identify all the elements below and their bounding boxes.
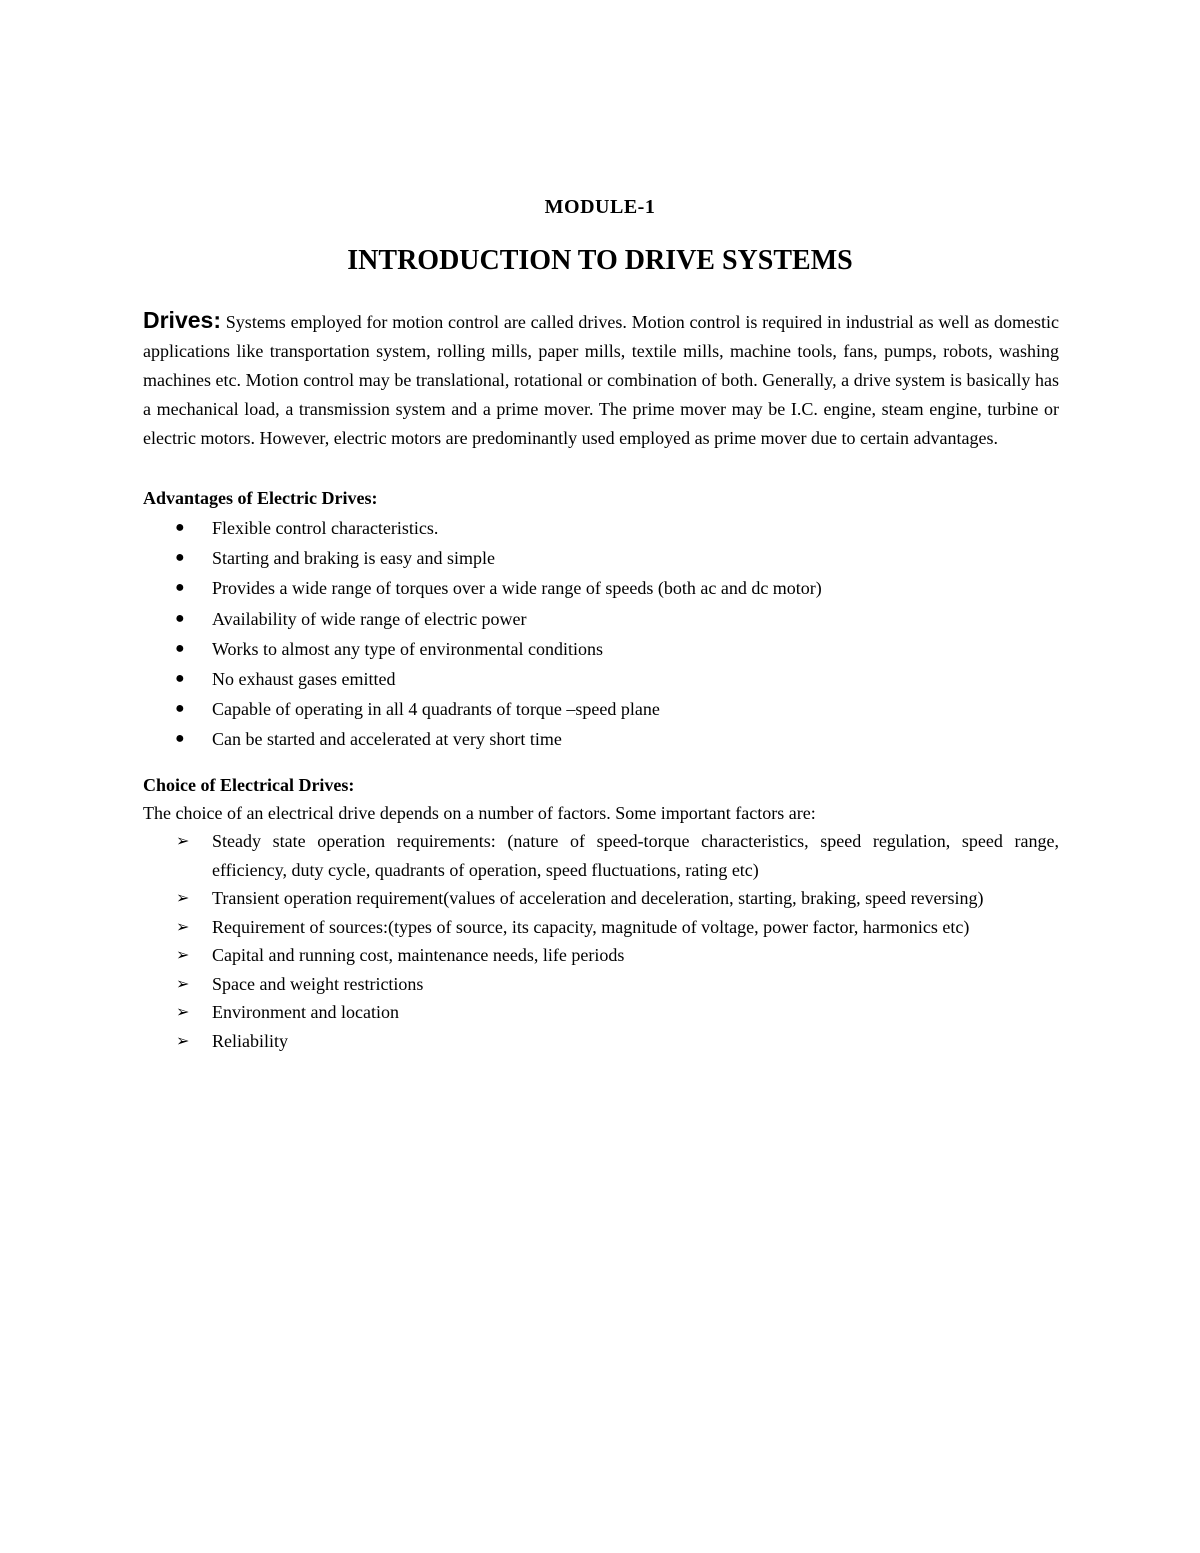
list-item <box>143 543 1059 573</box>
arrow-bullet-icon: ➢ <box>176 831 190 850</box>
arrow-bullet-icon: ➢ <box>176 888 190 907</box>
arrow-bullet-icon: ➢ <box>176 1030 190 1050</box>
list-item <box>143 970 1059 999</box>
list-item <box>143 724 1059 754</box>
list-item <box>143 998 1059 1027</box>
list-item-text: No exhaust gases emitted <box>212 668 396 689</box>
choice-heading: Choice of Electrical Drives: <box>143 775 355 795</box>
list-item <box>143 913 1059 942</box>
bullet-icon: ● <box>175 730 185 748</box>
arrow-bullet-icon: ➢ <box>176 945 190 964</box>
intro-paragraph <box>143 306 1059 453</box>
advantages-heading: Advantages of Electric Drives: <box>143 488 378 508</box>
bullet-icon: ● <box>175 579 185 597</box>
list-item-text: Starting and braking is easy and simple <box>212 548 495 569</box>
list-item-text: Capable of operating in all 4 quadrants of torque –speed plane <box>212 699 660 720</box>
list-item-text: Space and weight restrictions <box>212 973 424 994</box>
bullet-icon: ● <box>175 609 185 627</box>
list-item <box>143 573 1059 603</box>
list-item-text: Provides a wide range of torques over a wide range of speeds (both ac and dc motor) <box>212 578 822 599</box>
list-item <box>143 827 1059 884</box>
module-label: MODULE-1 <box>544 196 656 218</box>
list-item-text: Flexible control characteristics. <box>212 518 439 538</box>
advantages-list <box>143 513 1059 755</box>
list-item <box>143 884 1059 913</box>
bullet-icon: ● <box>175 549 185 567</box>
list-item <box>143 513 1059 543</box>
choice-intro: The choice of an electrical drive depends on a number of factors. Some important factors are: <box>143 803 816 823</box>
choice-factors-list <box>143 827 1059 1055</box>
list-item-text: Steady state operation requirements: (nature of speed-torque characteristics, speed regulation, speed range, efficiency, duty cycle, quadrants of operation, speed fluctuations, rating etc) <box>212 831 1059 880</box>
arrow-bullet-icon: ➢ <box>176 916 190 936</box>
list-item <box>143 664 1059 694</box>
bullet-icon: ● <box>175 669 185 687</box>
arrow-bullet-icon: ➢ <box>176 1002 190 1021</box>
list-item <box>143 941 1059 970</box>
list-item <box>143 604 1059 634</box>
bullet-icon: ● <box>175 519 185 536</box>
list-item-text: Reliability <box>212 1030 288 1051</box>
intro-text: Systems employed for motion control are called drives. Motion control is required in industrial as well as domestic applications like transportation system, rolling mills, paper mills, textile mills, machine tools, fans, pumps, robots, washing machines etc. Motion control may be translational, rotational or combination of both. Generally, a drive system is basically has a mechanical load, a transmission system and a prime mover. The prime mover may be I.C. engine, steam engine, turbine or electric motors. However, electric motors are predominantly used employed as prime mover due to certain advantages. <box>143 312 1059 448</box>
page-title: INTRODUCTION TO DRIVE SYSTEMS <box>347 245 853 276</box>
arrow-bullet-icon: ➢ <box>176 973 190 993</box>
intro-term: Drives: <box>143 307 221 333</box>
list-item-text: Environment and location <box>212 1002 399 1022</box>
list-item <box>143 634 1059 664</box>
bullet-icon: ● <box>175 639 185 657</box>
list-item-text: Can be started and accelerated at very short time <box>212 729 562 750</box>
bullet-icon: ● <box>175 700 185 718</box>
list-item <box>143 694 1059 724</box>
list-item-text: Works to almost any type of environmental conditions <box>212 638 603 659</box>
list-item-text: Transient operation requirement(values of acceleration and deceleration, starting, braking, speed reversing) <box>212 888 984 908</box>
list-item-text: Availability of wide range of electric power <box>212 608 527 629</box>
list-item-text: Requirement of sources:(types of source, its capacity, magnitude of voltage, power factor, harmonics etc) <box>212 916 970 937</box>
list-item-text: Capital and running cost, maintenance needs, life periods <box>212 945 625 965</box>
list-item <box>143 1027 1059 1056</box>
